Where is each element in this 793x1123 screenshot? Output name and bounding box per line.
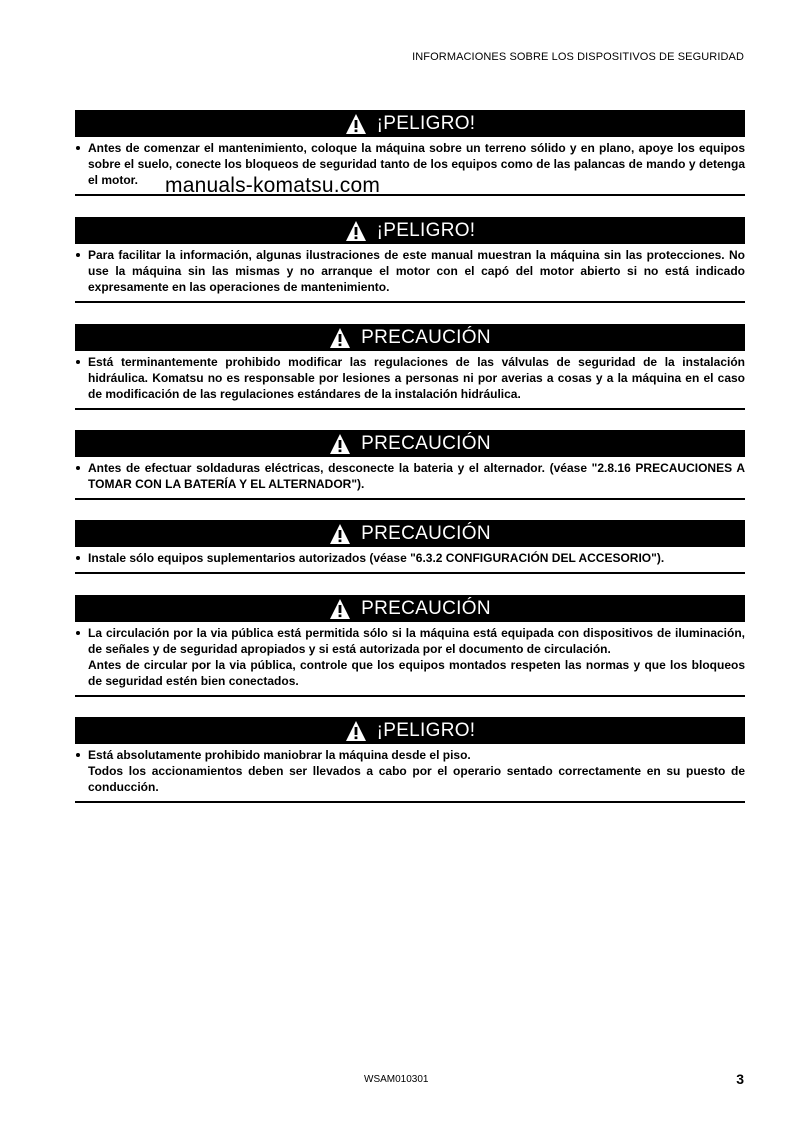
warning-triangle-icon: [345, 113, 367, 135]
safety-text: [75, 244, 745, 295]
divider: [75, 801, 745, 803]
safety-title-bar: [75, 520, 745, 547]
paragraph: Instale sólo equipos suplementarios autorizados (véase "6.3.2 CONFIGURACIÓN DEL ACCESORIO").: [88, 551, 665, 565]
warning-triangle-icon: [329, 598, 351, 620]
safety-block-danger: [75, 717, 745, 803]
safety-title: ¡PELIGRO!: [376, 719, 476, 741]
bullet-icon: [76, 253, 80, 257]
safety-block-danger: [75, 217, 745, 303]
safety-title: ¡PELIGRO!: [376, 112, 476, 134]
bullet-icon: [76, 466, 80, 470]
paragraph: Antes de comenzar el mantenimiento, coloque la máquina sobre un terreno sólido y en plano, apoye los equipos sobre el suelo, conecte los bloqueos de seguridad tanto de los equipos como de las palancas de mando y detenga el motor.: [88, 141, 745, 187]
safety-block-caution: [75, 324, 745, 410]
safety-text: [75, 547, 745, 566]
running-header: INFORMACIONES SOBRE LOS DISPOSITIVOS DE SEGURIDAD: [412, 51, 744, 63]
divider: [75, 572, 745, 574]
warning-triangle-icon: [329, 327, 351, 349]
divider: [75, 301, 745, 303]
safety-title-bar: [75, 717, 745, 744]
safety-title: ¡PELIGRO!: [376, 219, 476, 241]
bullet-icon: [76, 753, 80, 757]
safety-text: [75, 622, 745, 689]
paragraph: Está terminantemente prohibido modificar las regulaciones de las válvulas de seguridad de la instalación hidráulica. Komatsu no es responsable por lesiones a personas ni por averias a cosas y a la máquina en el caso de modificación de las regulaciones estándares de la instalación hidráulica.: [88, 355, 745, 401]
safety-title-bar: [75, 324, 745, 351]
safety-title: PRECAUCIÓN: [361, 432, 491, 454]
bullet-icon: [76, 631, 80, 635]
safety-block-caution: [75, 430, 745, 500]
warning-triangle-icon: [345, 720, 367, 742]
safety-title-bar: [75, 430, 745, 457]
warning-triangle-icon: [345, 220, 367, 242]
paragraph: La circulación por la via pública está permitida sólo si la máquina está equipada con dispositivos de iluminación, de señales y de seguridad apropiados y si está autorizada por el documento de circulación.: [88, 626, 745, 656]
paragraph: Antes de efectuar soldaduras eléctricas, desconecte la bateria y el alternador. (véase "2.8.16 PRECAUCIONES A TOMAR CON LA BATERÍA Y EL ALTERNADOR").: [88, 461, 745, 491]
safety-title: PRECAUCIÓN: [361, 522, 491, 544]
paragraph: Antes de circular por la via pública, controle que los equipos montados respeten las normas y que los bloqueos de seguridad estén bien conectados.: [88, 658, 745, 688]
safety-title-bar: [75, 217, 745, 244]
safety-title: PRECAUCIÓN: [361, 326, 491, 348]
paragraph: Para facilitar la información, algunas ilustraciones de este manual muestran la máquina sin las protecciones. No use la máquina sin las mismas y no arranque el motor con el capó del motor abierto si no está indicado expresamente en las operaciones de mantenimiento.: [88, 248, 745, 294]
safety-text: [75, 744, 745, 795]
safety-block-caution: [75, 595, 745, 697]
bullet-icon: [76, 360, 80, 364]
watermark-text: manuals-komatsu.com: [165, 174, 381, 197]
safety-text: [75, 351, 745, 402]
divider: [75, 498, 745, 500]
bullet-icon: [76, 146, 80, 150]
safety-title-bar: [75, 110, 745, 137]
warning-triangle-icon: [329, 523, 351, 545]
bullet-icon: [76, 556, 80, 560]
divider: [75, 695, 745, 697]
document-code: WSAM010301: [364, 1074, 429, 1085]
paragraph: Todos los accionamientos deben ser llevados a cabo por el operario sentado correctamente en su puesto de conducción.: [88, 764, 745, 794]
safety-title: PRECAUCIÓN: [361, 597, 491, 619]
safety-title-bar: [75, 595, 745, 622]
divider: [75, 408, 745, 410]
safety-block-caution: [75, 520, 745, 574]
page-number: 3: [736, 1071, 744, 1087]
warning-triangle-icon: [329, 433, 351, 455]
safety-text: [75, 457, 745, 492]
paragraph: Está absolutamente prohibido maniobrar la máquina desde el piso.: [88, 748, 471, 762]
